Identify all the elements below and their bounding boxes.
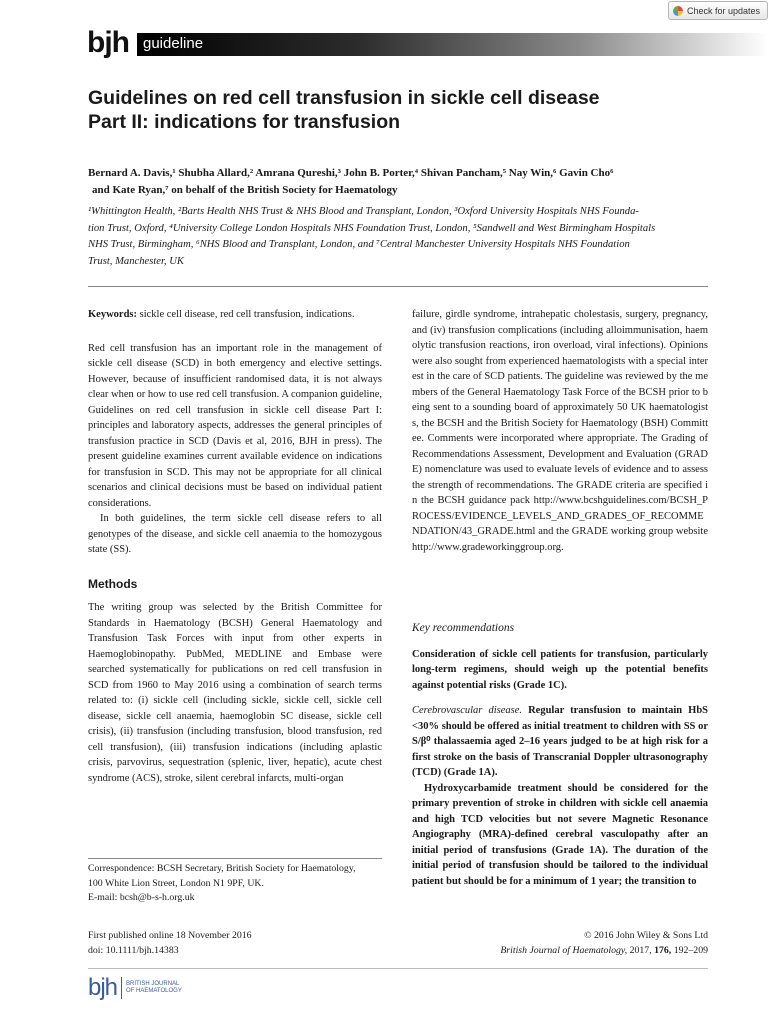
banner-label: guideline: [143, 35, 204, 52]
correspondence: [88, 862, 388, 906]
journal-logo: bjh: [87, 26, 129, 59]
citation: [412, 944, 708, 959]
authors-line-2: and Kate Ryan,⁷ on behalf of the British Society for Haematology: [92, 184, 398, 196]
citation-pages: 192–209: [673, 944, 708, 956]
affiliation-line: ¹Whittington Health, ²Barts Health NHS Trust & NHS Blood and Transplant, London, ³Oxford University Hospitals NHS Founda-: [88, 206, 639, 217]
correspondence-divider: [88, 858, 382, 859]
check-for-updates-label: Check for updates: [687, 5, 761, 16]
authors-line-1: Bernard A. Davis,¹ Shubha Allard,² Amrana Qureshi,³ John B. Porter,⁴ Shivan Pancham,⁵ Nay Win,⁶ Gavin Cho⁶: [88, 167, 614, 179]
affiliation-line: Trust, Manchester, UK: [88, 255, 184, 267]
recommendation-1: Consideration of sickle cell patients for transfusion, particularly long-term regimens, should weigh up the potential benefits against potential risks (Grade 1C).: [412, 648, 708, 691]
published-date: First published online 18 November 2016: [88, 930, 252, 941]
affiliation-line: NHS Trust, Birmingham, ⁶NHS Blood and Transplant, London, and ⁷Central Manchester University Hospitals NHS Foundation: [88, 239, 630, 250]
keywords-text: sickle cell disease, red cell transfusion, indications.: [139, 309, 355, 320]
publication-info: [88, 929, 388, 958]
affiliations: [88, 204, 708, 270]
article-title: [88, 86, 708, 134]
recommendation-2: [412, 703, 708, 781]
copyright: © 2016 John Wiley & Sons Ltd: [584, 930, 708, 941]
correspondence-line-1: Correspondence: BCSH Secretary, British Society for Haematology,: [88, 863, 356, 874]
doi: doi: 10.1111/bjh.14383: [88, 944, 179, 956]
key-recommendations: [412, 621, 708, 889]
correspondence-email: E-mail: bcsh@b-s-h.org.uk: [88, 892, 195, 903]
title-line-2: Part II: indications for transfusion: [88, 111, 401, 133]
methods-heading: Methods: [88, 576, 138, 591]
bjh-footer-logo: [88, 975, 182, 1001]
crossmark-icon: [673, 6, 683, 16]
footer-logo-mark: bjh: [88, 974, 118, 1001]
title-line-1: Guidelines on red cell transfusion in sickle cell disease: [88, 87, 600, 109]
affiliation-line: tion Trust, Oxford, ⁴University College London Hospitals NHS Foundation Trust, London, ⁵Sandwell and West Birmingham Hospitals: [88, 222, 656, 234]
recommendation-2-text: Regular transfusion to maintain HbS <30% should be offered as initial treatment to children with SS or S/β⁰ thalassaemia aged 2–16 years judged to be at high risk for a first stroke on the basis of Transcranial Doppler ultrasonography (TCD) (Grade 1A).: [412, 705, 708, 778]
logo-separator: [121, 977, 122, 999]
recommendation-3: Hydroxycarbamide treatment should be considered for the primary prevention of stroke in children with sickle cell anaemia and high TCD velocities but not severe Magnetic Resonance Angiography (MRA)-defined cerebral vasculopathy after an initial period of transfusions (Grade 1A). The duration of the initial period of transfusion should be tailored to the individual patient but should be for a minimum of 1 year; the transition to: [412, 782, 708, 887]
journal-name: British Journal of Haematology,: [500, 944, 628, 956]
intro-paragraph-2: In both guidelines, the term sickle cell disease refers to all genotypes of the disease, and sickle cell anaemia to the homozygous state (SS).: [88, 513, 382, 555]
left-column: [88, 307, 382, 786]
key-recommendations-heading: Key recommendations: [412, 622, 515, 634]
header-divider: [88, 286, 708, 287]
keywords: [88, 307, 382, 323]
right-column: [412, 307, 708, 555]
correspondence-line-2: 100 White Lion Street, London N1 9PF, UK.: [88, 877, 264, 889]
methods-continuation: failure, girdle syndrome, intrahepatic cholestasis, surgery, pregnancy, and (iv) transfusion complications (including alloimmunisation, haemolytic transfusion reactions, iron overload, viral infections). Opinions were also sought from experienced haematologists with a special interest in the care of SCD patients. The guideline was reviewed by the members of the General Haematology Task Force of the BCSH prior to being sent to a sounding board of approximately 50 UK haematologists, the BCSH and the British Society for Haematology (BSH) Committee. Comments were incorporated where appropriate. The Grading of Recommendations Assessment, Development and Evaluation (GRADE) nomenclature was used to evaluate levels of evidence and to assess the strength of recommendations. The GRADE criteria are specified in the BCSH guidance pack http://www.bcshguidelines.com/BCSH_PROCESS/EVIDENCE_LEVELS_AND_GRADES_OF_RECOMMENDATION/43_GRADE.html and the GRADE working group website http://www.gradeworkinggroup.org.: [412, 309, 708, 553]
citation-volume: 176,: [654, 944, 672, 956]
footer-divider: [88, 968, 708, 969]
copyright-info: [412, 929, 708, 958]
check-for-updates-button[interactable]: [668, 1, 768, 20]
recommendation-2-label: Cerebrovascular disease.: [412, 705, 522, 716]
intro-paragraph-1: Red cell transfusion has an important role in the management of sickle cell disease (SCD) in both emergency and elective settings. However, because of insufficient randomised data, it is not always clear when or how to use red cell transfusion. A companion guideline, Guidelines on red cell transfusion in sickle cell disease Part I: principles and laboratory aspects, addresses the general principles of transfusion practice in SCD (Davis et al, 2016, BJH in press). The present guideline examines current available evidence on indications for transfusion in SCD. This may not be appropriate for all clinical scenarios and clinical decisions must be based on individual patient considerations.: [88, 342, 382, 509]
author-list: [88, 165, 708, 199]
header-banner: [137, 33, 768, 56]
methods-paragraph: The writing group was selected by the British Committee for Standards in Haematology (BCSH) General Haematology and Transfusion Task Forces with input from other experts in Haemoglobinopathy. PubMed, MEDLINE and Embase were searched systematically for publications on red cell transfusion in SCD from 1960 to May 2016 using a combination of search terms related to: (i) sickle cell (including sickle, sickle cell, sickle cell disease, sickle cell anaemia, haemoglobin SC disease, sickle cell crisis), (ii) transfusion (including transfusion, blood transfusion, red cell transfusion), (iii) transfusion indications (including aplastic crisis, parvovirus, sequestration (splenic, liver, hepatic), acute chest syndrome (ACS), stroke, silent cerebral infarcts, multi-organ: [88, 602, 382, 784]
logo-text-line-1: BRITISH JOURNAL: [126, 981, 180, 987]
keywords-label: Keywords:: [88, 309, 137, 320]
footer-logo-text: [126, 981, 182, 995]
citation-year: 2017,: [629, 944, 652, 956]
logo-text-line-2: OF HAEMATOLOGY: [126, 988, 182, 994]
